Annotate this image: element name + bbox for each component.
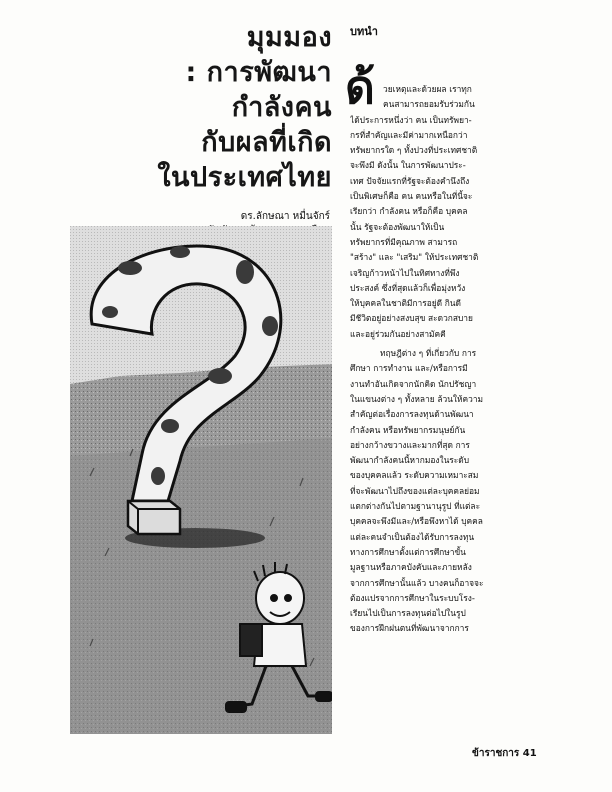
body-line: งานทำอันเกิดจากนักคิด นักปรัชญา [350,378,477,389]
body-line: สำคัญต่อเรื่องการลงทุนด้านพัฒนา [350,409,474,420]
body-line: จะพึงมี ดังนั้น ในการพัฒนาประ- [350,160,466,171]
title-line: ในประเทศไทย [157,162,332,193]
body-line: มูลฐานหรือภาคบังคับและภายหลัง [350,562,472,573]
body-line: คนสามารถยอมรับร่วมกัน [383,99,475,110]
body-line: เรียกว่า กำลังคน หรือก็คือ บุคคล [350,206,468,217]
body-line: ในแขนงต่าง ๆ ทั้งหลาย ล้วนให้ความ [350,393,484,404]
body-line: ที่จะพัฒนาไปถึงของแต่ละบุคคลย่อม [350,485,480,496]
body-line: แตกต่างกันไปตามฐานานุรูป ที่แต่ละ [350,501,481,512]
body-line: ทรัพยากรใด ๆ ทั้งปวงที่ประเทศชาติ [350,145,478,156]
body-line: เทศ ปัจจัยแรกที่รัฐจะต้องคำนึงถึง [350,175,470,186]
body-line: พัฒนากำลังคนนี้หากมองในระดับ [350,455,470,466]
drop-cap: ด้ [345,60,375,114]
title-line: มุมมอง [246,22,332,53]
title-line: กับผลที่เกิด [201,127,332,158]
body-line: ทรัพยากรที่มีคุณภาพ สามารถ [350,236,458,247]
body-line: "สร้าง" และ "เสริม" ให้ประเทศชาติ [350,252,479,263]
body-line: ของการฝึกฝนตนที่พัฒนาจากการ [350,623,469,634]
article-body [350,82,530,637]
body-line: อย่างกว้างขวางและมากที่สุด การ [350,439,470,450]
body-line: เรียนไปเป็นการลงทุนต่อไปในรูป [350,608,466,619]
body-line: แต่ละคนจำเป็นต้องได้รับการลงทุน [350,531,475,542]
body-line: บุคคลจะพึงมีและ/หรือพึงหาได้ บุคคล [350,516,483,527]
author-name: ดร.ลักษณา หมื่นจักร์ [240,211,330,222]
body-line: กรที่สำคัญและมีค่ามากเหนือกว่า [350,129,468,140]
body-line: จากการศึกษานั้นแล้ว บางคนก็อาจจะ [350,577,484,588]
title-line: : การพัฒนา [185,57,332,88]
body-line: ของบุคคลแล้ว ระดับความเหมาะสม [350,470,479,481]
body-line: ได้ประการหนึ่งว่า คน เป็นทรัพยา- [350,114,472,125]
question-mark-illustration [70,226,332,734]
page-footer [472,746,537,761]
journal-name: ข้าราชการ [472,748,520,759]
body-line: ต้องแปรจากการศึกษาในระบบโรง- [350,592,475,603]
body-line: มีชีวิตอยู่อย่างสงบสุข สะดวกสบาย [350,313,473,324]
body-line: ศึกษา การทำงาน และ/หรือการมี [350,363,468,374]
body-line: กำลังคน หรือทรัพยากรมนุษย์กัน [350,424,466,435]
page-number: 41 [522,748,537,759]
body-line: นั้น รัฐจะต้องพัฒนาให้เป็น [350,221,445,232]
title-line: กำลังคน [231,92,332,123]
body-line: ประสงค์ ซึ่งที่สุดแล้วก็เพื่อมุ่งหวัง [350,282,466,293]
body-line: ทางการศึกษาตั้งแต่การศึกษาขั้น [350,546,466,557]
body-line: เจริญก้าวหน้าไปในทิศทางที่พึง [350,267,460,278]
body-line: เป็นพิเศษก็คือ คน คนหรือในที่นี้จะ [350,191,473,202]
section-heading: บทนำ [350,25,378,38]
body-line: วยเหตุและด้วยผล เราทุก [383,84,472,94]
body-line: และอยู่ร่วมกันอย่างสามัคคี [350,328,446,339]
article-title [96,20,332,195]
body-line: ทฤษฎีต่าง ๆ ที่เกี่ยวกับ การ [380,348,477,359]
body-line: ให้บุคคลในชาติมีการอยู่ดี กินดี [350,298,461,309]
